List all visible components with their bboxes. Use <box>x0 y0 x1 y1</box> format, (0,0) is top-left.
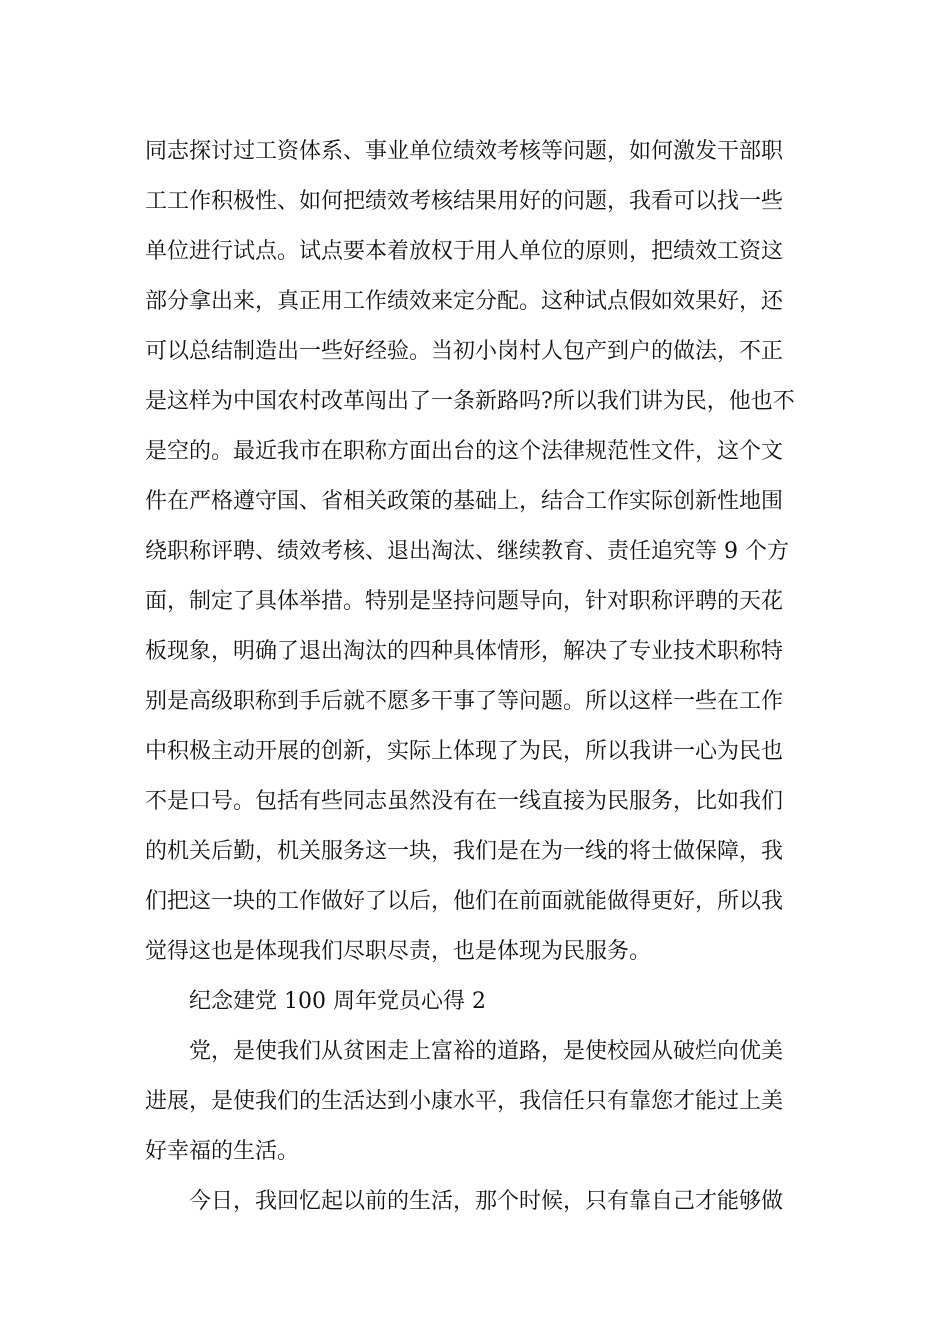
body-line: 们把这一块的工作做好了以后，他们在前面就能做得更好，所以我 <box>145 889 784 914</box>
body-line: 同志探讨过工资体系、事业单位绩效考核等问题，如何激发干部职 <box>145 139 784 164</box>
body-line: 进展，是使我们的生活达到小康水平，我信任只有靠您才能过上美 <box>145 1089 784 1114</box>
body-line: 党，是使我们从贫困走上富裕的道路，是使校园从破烂向优美 <box>189 1039 784 1064</box>
body-line: 觉得这也是体现我们尽职尽责，也是体现为民服务。 <box>145 939 652 964</box>
body-line: 绕职称评聘、绩效考核、退出淘汰、继续教育、责任追究等 9 个方 <box>145 539 789 564</box>
body-line: 中积极主动开展的创新，实际上体现了为民，所以我讲一心为民也 <box>145 739 784 764</box>
body-line: 部分拿出来，真正用工作绩效来定分配。这种试点假如效果好，还 <box>145 289 784 314</box>
body-line: 不是口号。包括有些同志虽然没有在一线直接为民服务，比如我们 <box>145 789 784 814</box>
body-line: 单位进行试点。试点要本着放权于用人单位的原则，把绩效工资这 <box>145 239 784 264</box>
body-line: 别是高级职称到手后就不愿多干事了等问题。所以这样一些在工作 <box>145 689 784 714</box>
body-line: 今日，我回忆起以前的生活，那个时候，只有靠自己才能够做 <box>189 1189 784 1214</box>
body-line: 好幸福的生活。 <box>145 1139 300 1164</box>
body-line: 是这样为中国农村改革闯出了一条新路吗?所以我们讲为民，他也不 <box>145 389 795 414</box>
body-line: 板现象，明确了退出淘汰的四种具体情形，解决了专业技术职称特 <box>145 639 784 664</box>
body-line: 是空的。最近我市在职称方面出台的这个法律规范性文件，这个文 <box>145 439 784 464</box>
body-line: 面，制定了具体举措。特别是坚持问题导向，针对职称评聘的天花 <box>145 589 784 614</box>
body-line: 的机关后勤，机关服务这一块，我们是在为一线的将士做保障，我 <box>145 839 784 864</box>
body-line: 件在严格遵守国、省相关政策的基础上，结合工作实际创新性地围 <box>145 489 784 514</box>
body-line: 工工作积极性、如何把绩效考核结果用好的问题，我看可以找一些 <box>145 189 784 214</box>
body-line: 可以总结制造出一些好经验。当初小岗村人包产到户的做法，不正 <box>145 339 784 364</box>
section-heading: 纪念建党 100 周年党员心得 2 <box>189 989 486 1014</box>
